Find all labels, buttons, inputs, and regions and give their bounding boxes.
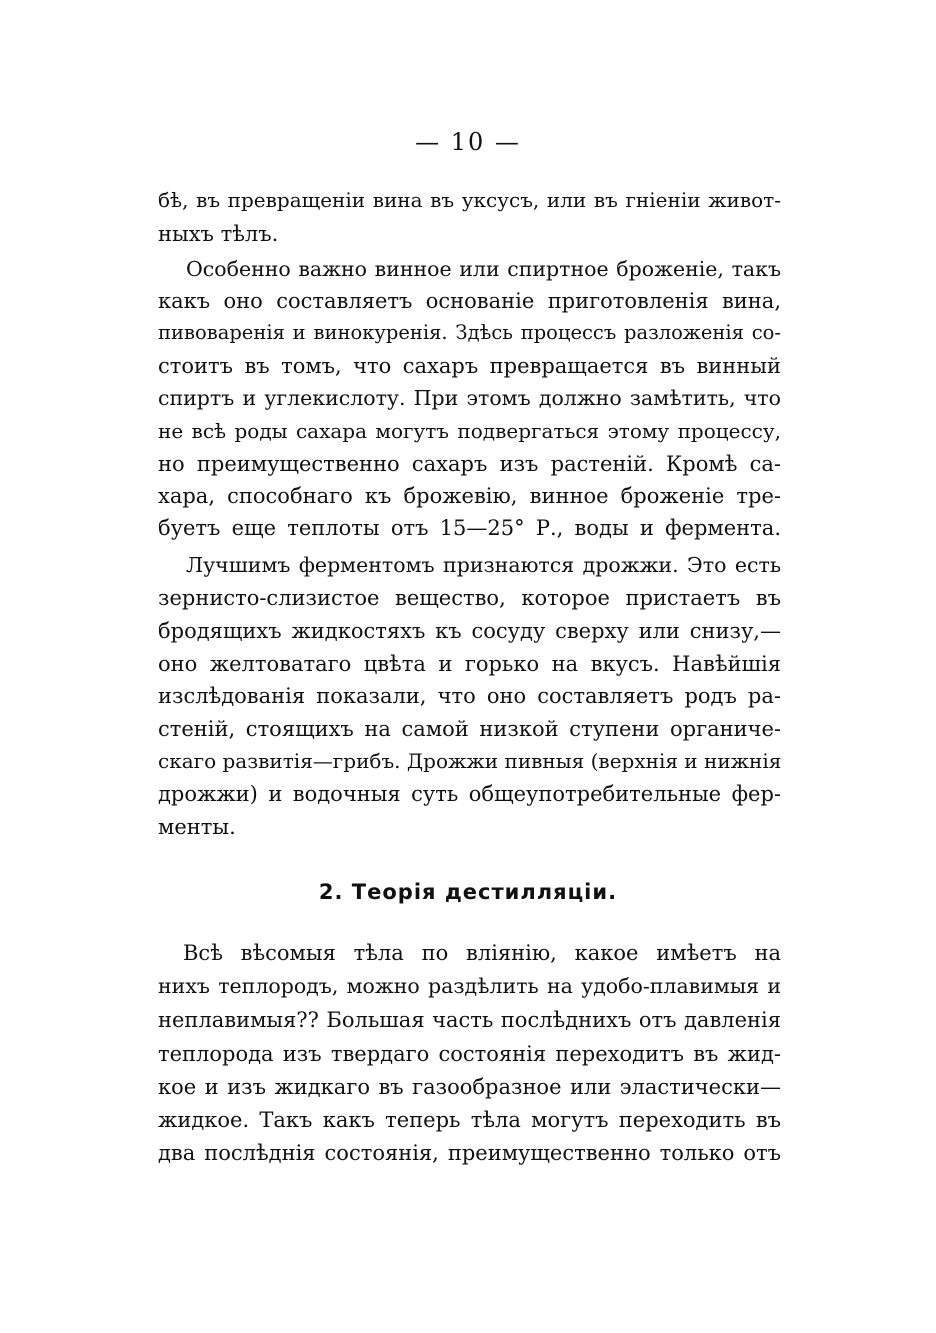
text-line: изслѣдованія показали, что оно составляетъ родъ ра- [158,684,781,708]
text-line: но преимущественно сахаръ изъ растеній. Кромѣ са- [158,452,781,476]
text-line: какъ оно составляетъ основаніе приготовленія вина, [158,289,781,313]
text-line: ныхъ тѣлъ. [158,222,279,246]
text-line: бѣ, въ превращеніи вина въ уксусъ, или въ гніеніи живот- [158,188,781,212]
text-line: не всѣ роды сахара могутъ подвергаться этому процессу, [158,419,781,443]
text-line: стеній, стоящихъ на самой низкой ступени органиче- [158,717,781,741]
text-line: менты. [158,815,236,839]
text-line: Всѣ вѣсомыя тѣла по вліянію, какое имѣетъ на [183,941,781,965]
text-line: нихъ теплородъ, можно раздѣлить на удобо-плавимыя и [158,974,781,998]
text-line: хара, способнаго къ брожевію, винное броженіе тре- [158,484,781,508]
text-line: дрожжи) и водочныя суть общеупотребительные фер- [158,782,781,806]
text-line: неплавимыя?? Большая часть послѣднихъ отъ давленія [158,1008,781,1032]
page-number: — 10 — [415,128,521,156]
text-line: спиртъ и углекислоту. При этомъ должно замѣтить, что [158,386,781,410]
text-line: жидкое. Такъ какъ теперь тѣла могутъ переходить въ [158,1108,781,1132]
text-line: Лучшимъ ферментомъ признаются дрожжи. Это есть [186,553,781,577]
text-line: кое и изъ жидкаго въ газообразное или эластически— [158,1075,781,1099]
text-line: стоитъ въ томъ, что сахаръ превращается въ винный [158,354,781,378]
text-line: бродящихъ жидкостяхъ къ сосуду сверху или снизу,— [158,619,781,643]
text-line: скаго развитія—грибъ. Дрожжи пивныя (верхнія и нижнія [158,749,781,773]
text-line: оно желтоватаго цвѣта и горько на вкусъ. Навѣйшія [158,652,781,676]
text-line: теплорода изъ твердаго состоянія переходитъ въ жид- [158,1042,781,1066]
text-line: два послѣднія состоянія, преимущественно только отъ [158,1141,781,1165]
text-line: пивоваренія и винокуренія. Здѣсь процессъ разложенія со- [158,321,781,344]
section-heading: 2. Теорія дестилляціи. [318,880,618,904]
text-line: Особенно важно винное или спиртное броженіе, такъ [186,257,781,281]
text-line: буетъ еще теплоты отъ 15—25° Р., воды и фермента. [158,516,781,540]
text-line: зернисто-слизистое вещество, которое пристаетъ въ [158,586,781,610]
